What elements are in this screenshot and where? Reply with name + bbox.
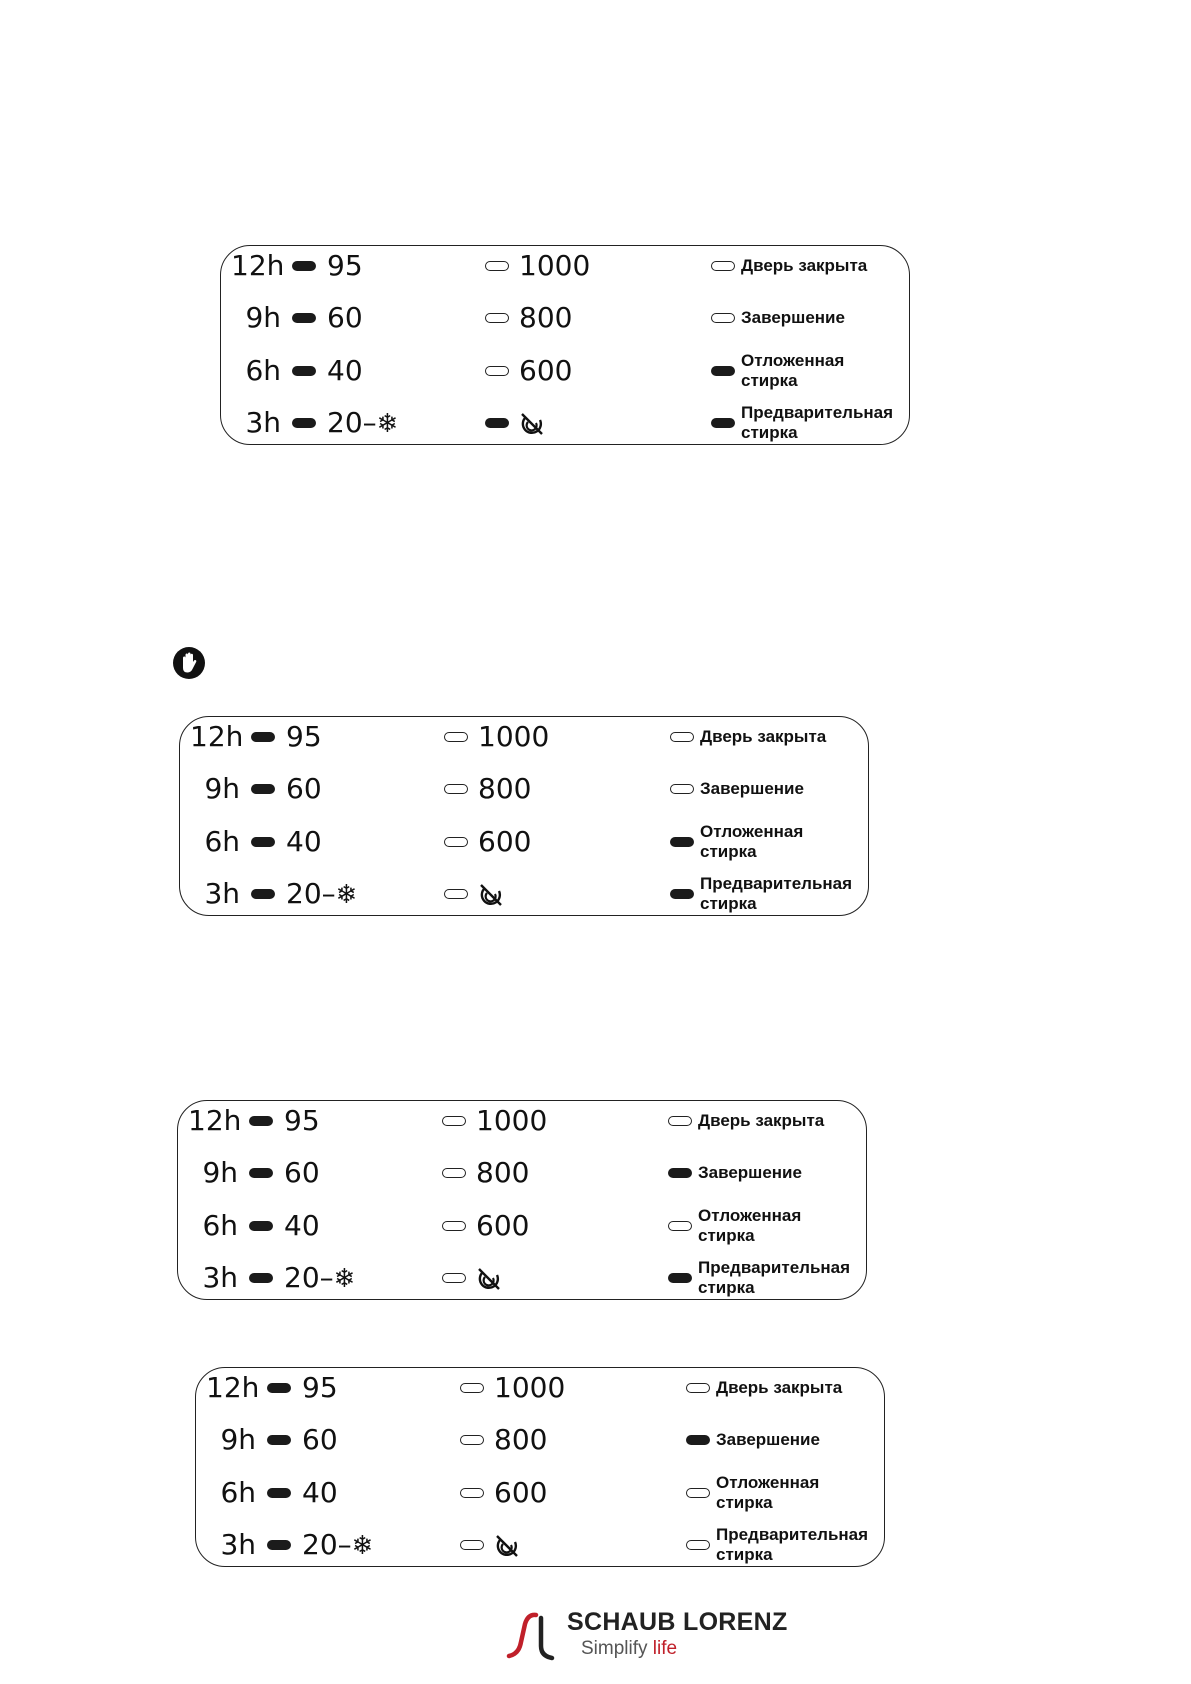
temp-led xyxy=(267,1540,291,1550)
hours-label: 12h xyxy=(188,1104,242,1137)
hours-label: 12h xyxy=(231,249,285,282)
temp-led xyxy=(251,837,275,847)
snowflake-icon: ❄ xyxy=(351,1531,374,1561)
status-label-prewash: Предварительная стирка xyxy=(698,1258,851,1297)
spin-led xyxy=(485,261,509,271)
panel-row xyxy=(196,1368,884,1408)
temp-led xyxy=(251,732,275,742)
panel-row xyxy=(196,1525,884,1565)
brand-logo xyxy=(505,1606,788,1666)
spin-label: 1000 xyxy=(519,249,591,282)
spin-label: 800 xyxy=(519,301,573,334)
temp-led xyxy=(267,1435,291,1445)
temp-label: 95 xyxy=(327,249,363,282)
status-label-finish: Завершение xyxy=(716,1430,820,1449)
display-panel-4 xyxy=(195,1367,885,1567)
hours-label: 3h xyxy=(202,1261,238,1294)
status-led xyxy=(670,837,694,847)
status-label-prewash: Предварительная стирка xyxy=(741,403,894,442)
status-led xyxy=(686,1435,710,1445)
hours-label: 9h xyxy=(204,772,240,805)
spin-label: 1000 xyxy=(476,1104,548,1137)
panel-row xyxy=(180,769,868,809)
temp-led xyxy=(251,784,275,794)
status-label-door-closed: Дверь закрыта xyxy=(741,256,868,275)
status-label-door-closed: Дверь закрыта xyxy=(698,1111,825,1130)
panel-row xyxy=(196,1473,884,1513)
status-led xyxy=(686,1540,710,1550)
temp-led xyxy=(267,1488,291,1498)
status-label-delayed-wash: Отложенная стирка xyxy=(700,822,804,861)
status-label-delayed-wash: Отложенная стирка xyxy=(741,351,845,390)
panel-row xyxy=(196,1420,884,1460)
status-led xyxy=(686,1488,710,1498)
spin-led xyxy=(485,418,509,428)
temp-label: 20–❄ xyxy=(284,1261,356,1294)
status-led xyxy=(668,1168,692,1178)
spin-led xyxy=(444,837,468,847)
spin-led xyxy=(460,1488,484,1498)
spin-led xyxy=(444,732,468,742)
spin-label: 800 xyxy=(494,1423,548,1456)
temp-label: 60 xyxy=(284,1156,320,1189)
spin-led xyxy=(442,1168,466,1178)
spin-led xyxy=(444,784,468,794)
status-led xyxy=(711,418,735,428)
status-led xyxy=(670,732,694,742)
temp-led xyxy=(249,1168,273,1178)
panel-row xyxy=(178,1258,866,1298)
snowflake-icon: ❄ xyxy=(333,1264,356,1294)
temp-led xyxy=(249,1273,273,1283)
status-led xyxy=(711,366,735,376)
spin-led xyxy=(442,1116,466,1126)
panel-row xyxy=(221,298,909,338)
temp-label: 20–❄ xyxy=(302,1528,374,1561)
temp-led xyxy=(292,313,316,323)
spin-label: 600 xyxy=(494,1476,548,1509)
brand-tagline: Simplify life xyxy=(581,1638,678,1659)
temp-label: 40 xyxy=(286,825,322,858)
spin-label: 600 xyxy=(478,825,532,858)
status-led xyxy=(686,1383,710,1393)
spin-led xyxy=(442,1273,466,1283)
temp-led xyxy=(292,366,316,376)
panel-row xyxy=(180,822,868,862)
no-spin-icon xyxy=(494,1533,520,1559)
status-led xyxy=(670,889,694,899)
hours-label: 3h xyxy=(220,1528,256,1561)
spin-led xyxy=(485,313,509,323)
temp-led xyxy=(249,1116,273,1126)
status-label-delayed-wash: Отложенная стирка xyxy=(716,1473,820,1512)
spin-led xyxy=(444,889,468,899)
temp-label: 20–❄ xyxy=(327,406,399,439)
temp-label: 95 xyxy=(284,1104,320,1137)
temp-led xyxy=(267,1383,291,1393)
hours-label: 9h xyxy=(220,1423,256,1456)
snowflake-icon: ❄ xyxy=(376,409,399,439)
no-spin-icon xyxy=(478,882,504,908)
status-label-door-closed: Дверь закрыта xyxy=(700,727,827,746)
no-spin-icon xyxy=(519,411,545,437)
hand-stop-icon xyxy=(172,646,206,680)
hours-label: 3h xyxy=(204,877,240,910)
temp-label: 95 xyxy=(302,1371,338,1404)
panel-row xyxy=(178,1153,866,1193)
hours-label: 6h xyxy=(245,354,281,387)
status-label-prewash: Предварительная стирка xyxy=(716,1525,869,1564)
status-led xyxy=(711,313,735,323)
temp-led xyxy=(251,889,275,899)
temp-label: 40 xyxy=(327,354,363,387)
panel-row xyxy=(178,1101,866,1141)
status-led xyxy=(668,1273,692,1283)
temp-label: 40 xyxy=(302,1476,338,1509)
hours-label: 12h xyxy=(206,1371,260,1404)
logo-mark-icon xyxy=(505,1606,565,1664)
panel-row xyxy=(180,717,868,757)
temp-label: 40 xyxy=(284,1209,320,1242)
hours-label: 6h xyxy=(202,1209,238,1242)
status-led xyxy=(711,261,735,271)
spin-label: 1000 xyxy=(478,720,550,753)
hours-label: 12h xyxy=(190,720,244,753)
spin-led xyxy=(442,1221,466,1231)
spin-label: 1000 xyxy=(494,1371,566,1404)
status-label-door-closed: Дверь закрыта xyxy=(716,1378,843,1397)
hours-label: 6h xyxy=(220,1476,256,1509)
spin-label: 800 xyxy=(478,772,532,805)
display-panel-3 xyxy=(177,1100,867,1300)
panel-row xyxy=(180,874,868,914)
panel-row xyxy=(221,351,909,391)
spin-led xyxy=(485,366,509,376)
status-led xyxy=(670,784,694,794)
temp-led xyxy=(292,418,316,428)
temp-led xyxy=(249,1221,273,1231)
spin-led xyxy=(460,1540,484,1550)
temp-led xyxy=(292,261,316,271)
temp-label: 20–❄ xyxy=(286,877,358,910)
status-led xyxy=(668,1221,692,1231)
spin-label: 600 xyxy=(476,1209,530,1242)
spin-led xyxy=(460,1435,484,1445)
spin-label: 800 xyxy=(476,1156,530,1189)
hours-label: 6h xyxy=(204,825,240,858)
temp-label: 60 xyxy=(302,1423,338,1456)
panel-row xyxy=(221,403,909,443)
panel-row xyxy=(178,1206,866,1246)
hours-label: 9h xyxy=(245,301,281,334)
status-led xyxy=(668,1116,692,1126)
temp-label: 60 xyxy=(286,772,322,805)
status-label-prewash: Предварительная стирка xyxy=(700,874,853,913)
spin-led xyxy=(460,1383,484,1393)
status-label-delayed-wash: Отложенная стирка xyxy=(698,1206,802,1245)
hours-label: 3h xyxy=(245,406,281,439)
temp-label: 95 xyxy=(286,720,322,753)
spin-label: 600 xyxy=(519,354,573,387)
display-panel-1 xyxy=(220,245,910,445)
status-label-finish: Завершение xyxy=(741,308,845,327)
status-label-finish: Завершение xyxy=(700,779,804,798)
status-label-finish: Завершение xyxy=(698,1163,802,1182)
snowflake-icon: ❄ xyxy=(335,880,358,910)
temp-label: 60 xyxy=(327,301,363,334)
hours-label: 9h xyxy=(202,1156,238,1189)
brand-name: SCHAUB LORENZ xyxy=(567,1608,788,1636)
panel-row xyxy=(221,246,909,286)
no-spin-icon xyxy=(476,1266,502,1292)
display-panel-2 xyxy=(179,716,869,916)
